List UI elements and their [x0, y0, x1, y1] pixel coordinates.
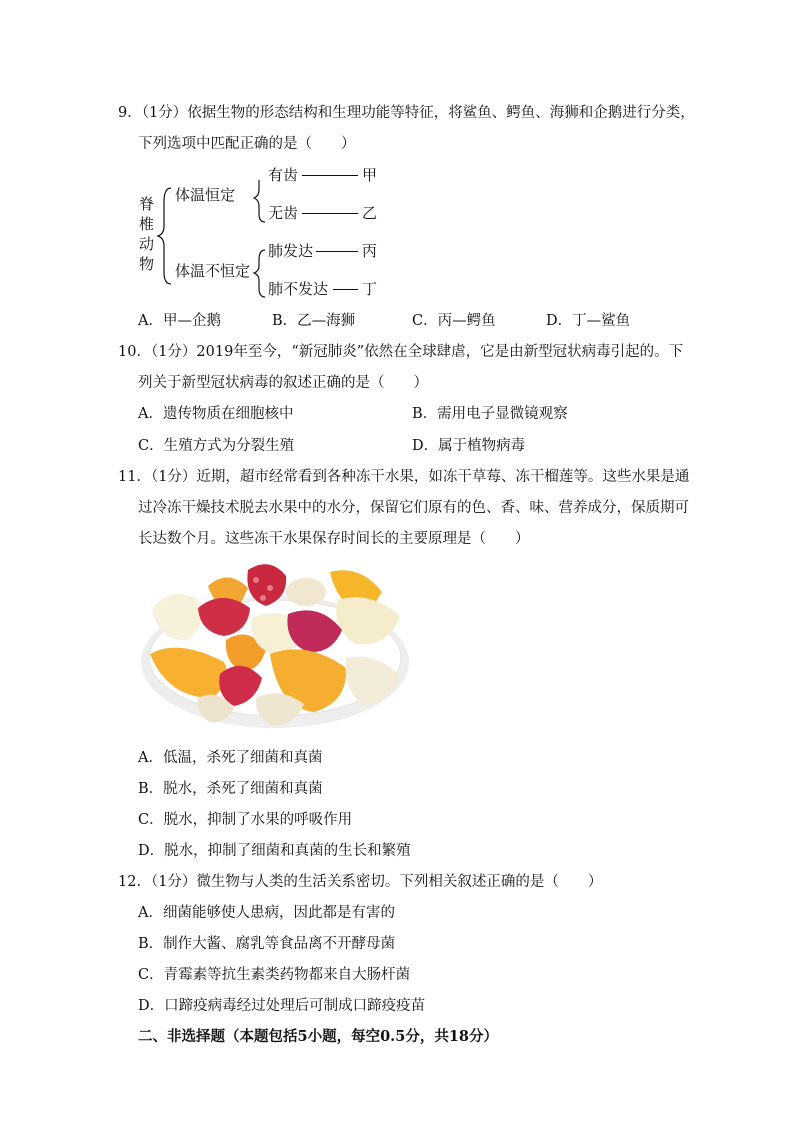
- q10-option-c[interactable]: C．生殖方式为分裂生殖: [138, 438, 295, 454]
- q10-option-a[interactable]: A．遗传物质在细胞核中: [138, 406, 294, 422]
- diagram-leaf: 有齿: [268, 166, 299, 184]
- q9-option-d[interactable]: D．丁—鲨鱼: [546, 313, 631, 329]
- freeze-dried-fruit-image: [138, 558, 413, 736]
- q12-option-d[interactable]: D．口蹄疫病毒经过处理后可制成口蹄疫疫苗: [138, 998, 426, 1014]
- q10-stem-line1: 10．（1分）2019年至今，“新冠肺炎”依然在全球肆虐，它是由新型冠状病毒引起的。下: [118, 344, 684, 360]
- q10-option-b[interactable]: B．需用电子显微镜观察: [412, 406, 568, 422]
- q11-option-d[interactable]: D．脱水，抑制了细菌和真菌的生长和繁殖: [138, 843, 411, 859]
- q11-option-c[interactable]: C．脱水，抑制了水果的呼吸作用: [138, 812, 353, 828]
- diagram-connector: [302, 175, 358, 176]
- diagram-leaf: 肺不发达: [268, 280, 329, 298]
- diagram-leaf: 无齿: [268, 204, 299, 222]
- q12-option-c[interactable]: C．青霉素等抗生素类药物都来自大肠杆菌: [138, 967, 411, 983]
- q12-option-a[interactable]: A．细菌能够使人患病，因此都是有害的: [138, 905, 395, 921]
- diagram-root-char: 动: [139, 235, 155, 253]
- q9-stem-line2: 下列选项中匹配正确的是（ ）: [138, 136, 356, 152]
- diagram-connector: [316, 251, 358, 252]
- diagram-branch-top: 体温恒定: [175, 186, 236, 204]
- diagram-root-char: 椎: [139, 215, 155, 233]
- q10-stem-line2: 列关于新型冠状病毒的叙述正确的是（ ）: [138, 375, 428, 391]
- diagram-label: 甲: [362, 166, 378, 184]
- q9-option-c[interactable]: C．丙—鳄鱼: [412, 313, 496, 329]
- q12-stem-line1: 12．（1分）微生物与人类的生活关系密切。下列相关叙述正确的是（ ）: [118, 874, 603, 890]
- diagram-leaf: 肺发达: [268, 242, 314, 260]
- q11-stem-line3: 长达数个月。这些冻干水果保存时间长的主要原理是（ ）: [138, 531, 530, 547]
- q9-option-b[interactable]: B．乙—海狮: [272, 313, 356, 329]
- q11-stem-line2: 过冷冻干燥技术脱去水果中的水分，保留它们原有的色、香、味、营养成分，保质期可: [138, 500, 689, 516]
- diagram-root-char: 物: [139, 255, 155, 273]
- q9-option-a[interactable]: A．甲—企鹅: [138, 313, 221, 329]
- diagram-connector: [333, 289, 358, 290]
- q11-option-a[interactable]: A．低温，杀死了细菌和真菌: [138, 750, 323, 766]
- q12-option-b[interactable]: B．制作大酱、腐乳等食品离不开酵母菌: [138, 936, 396, 952]
- section-heading: 二、非选择题（本题包括5小题，每空0.5分，共18分）: [138, 1028, 498, 1045]
- q10-option-d[interactable]: D．属于植物病毒: [412, 438, 526, 454]
- diagram-label: 丁: [362, 280, 378, 298]
- diagram-label: 丙: [362, 242, 378, 260]
- diagram-connector: [302, 213, 358, 214]
- q11-stem-line1: 11．（1分）近期，超市经常看到各种冻干水果，如冻干草莓、冻干榴莲等。这些水果是通: [118, 469, 690, 485]
- diagram-root-char: 脊: [139, 195, 155, 213]
- diagram-branch-bottom: 体温不恒定: [175, 262, 251, 280]
- q11-option-b[interactable]: B．脱水，杀死了细菌和真菌: [138, 781, 323, 797]
- diagram-label: 乙: [362, 204, 378, 222]
- q9-stem-line1: 9．（1分）依据生物的形态结构和生理功能等特征，将鲨鱼、鳄鱼、海狮和企鹅进行分类，: [118, 105, 695, 121]
